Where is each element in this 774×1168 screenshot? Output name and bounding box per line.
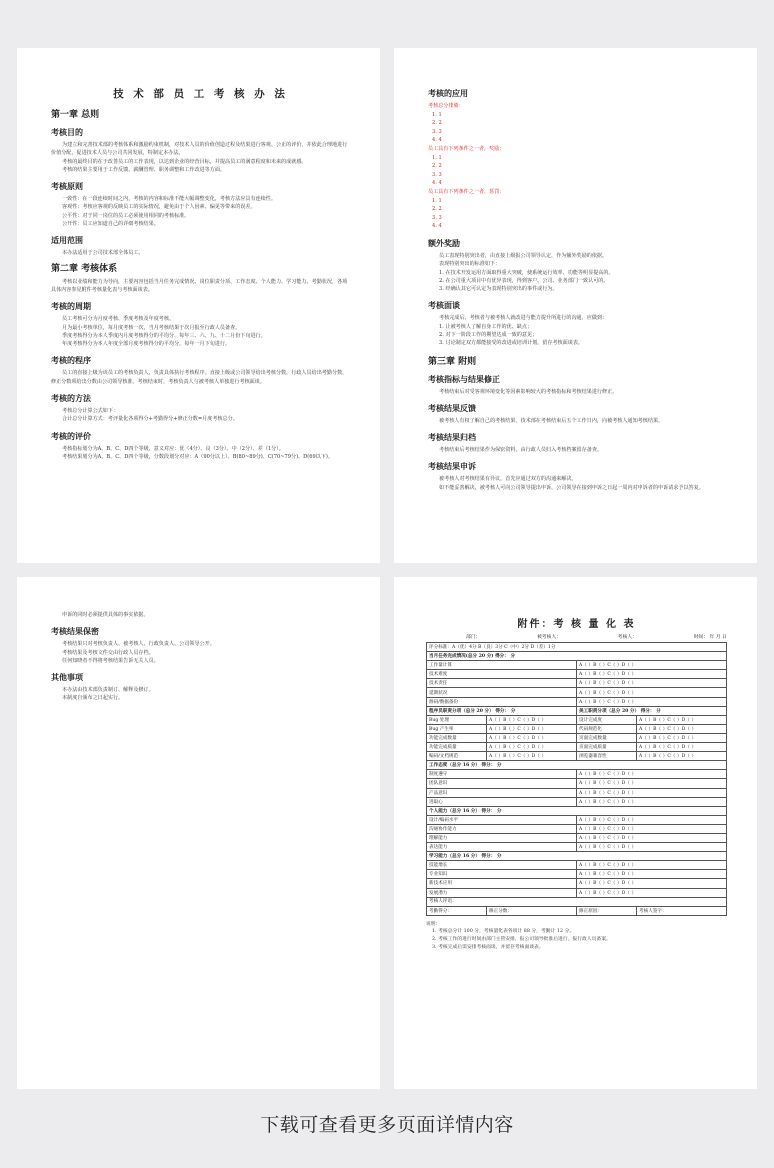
- table-row-label: 发展潜力: [427, 888, 577, 897]
- table-row-label: 新技术应用: [427, 879, 577, 888]
- paragraph: 年度考核得分为本人年度全部月度考核得分的平均分，每年一月下旬进行。: [62, 341, 231, 348]
- table-row-label: Bug 处理: [427, 715, 487, 724]
- table-row-label: 表达能力: [427, 843, 577, 852]
- table-row-label: 制度遵守: [427, 770, 577, 779]
- table-row-label: 浏览器兼容性: [577, 752, 637, 761]
- group-header-task: 当月任务完成情况(总分 20 分) 得分： 分: [427, 652, 727, 661]
- grade-options[interactable]: A（ ）B（ ）C（ ）D（ ）: [487, 733, 577, 742]
- grade-options[interactable]: A（ ）B（ ）C（ ）D（ ）: [577, 833, 727, 842]
- red-list-item: 2. 2: [432, 206, 442, 213]
- paragraph: 被考核人对考核结果有异议，首先应通过双方的沟通来解决。: [439, 476, 577, 483]
- grade-options[interactable]: A（ ）B（ ）C（ ）D（ ）: [637, 724, 727, 733]
- red-list-item: 2. 2: [432, 120, 442, 127]
- paragraph: 考核的结果主要用于工作反馈、薪酬管理、职务调整和工作改进等方面。: [62, 166, 226, 173]
- appendix-meta-row: [426, 633, 727, 640]
- signature-field[interactable]: 考核人签字：: [637, 906, 727, 915]
- table-row-label: 团队意识: [427, 779, 577, 788]
- table-row-label: 进取心: [427, 797, 577, 806]
- document-page-4: [394, 577, 757, 1089]
- list-item: 1. 在技术开发运用方面取得重大突破，使系统运行效率、功能等明显提高的。: [439, 269, 614, 276]
- table-row-label: 页面完成质量: [577, 743, 637, 752]
- grade-options[interactable]: A（ ）B（ ）C（ ）D（ ）: [637, 743, 727, 752]
- attendance-score-field[interactable]: 考勤得分：: [427, 906, 487, 915]
- grade-options[interactable]: A（ ）B（ ）C（ ）D（ ）: [577, 797, 727, 806]
- paragraph: 为建立和完善技术部的考核体系和激励约束机制，对技术人员的价值创造过程及结果进行客观、公正的评价，并依此合理地进行价值分配，促进技术人员与公司共同发展，特制定本办法。: [51, 142, 348, 157]
- document-page-3: [17, 577, 380, 1089]
- grade-options[interactable]: A（ ）B（ ）C（ ）D（ ）: [577, 770, 727, 779]
- group-header-ability: 个人能力（总分 16 分） 得分： 分: [427, 806, 727, 815]
- red-list-item: 3. 3: [432, 171, 442, 178]
- document-page-2: [394, 48, 757, 563]
- section-procedure-heading: 考核的程序: [51, 356, 91, 366]
- adjust-reason-field[interactable]: 修正原因：: [577, 906, 637, 915]
- section-purpose-heading: 考核目的: [51, 128, 83, 137]
- table-row-label: 代码规范化: [577, 724, 637, 733]
- paragraph: 考核以业绩和能力为导向，主要内容包括当月任务完成情况、岗位职责分项、工作态度、个人能力、学习能力、考勤状况，各项具体内容参见附件考核量化表与考核面谈表。: [51, 278, 348, 293]
- document-page-1: [17, 48, 380, 563]
- section-application-heading: 考核的应用: [428, 89, 468, 98]
- paragraph: 考核结果划分为A、B、C、D四个等级，分数段划分对应：A（90分以上）、B(80~89分)、C(70~79分)、D(69以下)。: [62, 453, 333, 460]
- grade-options[interactable]: A（ ）B（ ）C（ ）D（ ）: [577, 779, 727, 788]
- red-list-item: 1. 1: [432, 111, 442, 118]
- appendix-title: 附件：考 核 量 化 表: [517, 619, 636, 630]
- paragraph: 考核指标划分为A、B、C、D四个等级，意义对应：优（4分）、良（3分）、中（2分）、差（1分）。: [62, 445, 284, 452]
- table-row-label: 沟通协作能力: [427, 824, 577, 833]
- red-heading: 员工具有下列条件之一者，奖励：: [428, 145, 505, 152]
- paragraph: 被考核人有权了解自己的考核结果，技术部在考核结束后五个工作日内，向被考核人通知考核结果。: [439, 417, 664, 424]
- paragraph: 月为最小考核单位，每月度考核一次，当月考核结果于次月报至行政人员备查。: [62, 324, 241, 331]
- table-row-label: Bug 产生率: [427, 724, 487, 733]
- group-header-attitude: 工作态度（总分 16 分） 得分： 分: [427, 761, 727, 770]
- table-row-label: 延期状况: [427, 688, 577, 697]
- group-header-learning: 学习能力（总分 16 分） 得分： 分: [427, 852, 727, 861]
- grade-options[interactable]: A（ ）B（ ）C（ ）D（ ）: [487, 752, 577, 761]
- paragraph: 考核的最终目的在于改善员工的工作表现，以达到企业的经营目标，并提高员工的满意程度和未来的成就感。: [62, 158, 307, 165]
- scoring-standard-row: 评分标准：A（优）4分 B（良）3分 C（中）2分 D（差）1分: [427, 643, 727, 652]
- table-row-label: 专业知识: [427, 870, 577, 879]
- grade-options[interactable]: A（ ）B（ ）C（ ）D（ ）: [577, 861, 727, 870]
- paragraph: 任何知晓者不得将考核结果告诉无关人员。: [62, 657, 159, 664]
- section-confidential-heading: 考核结果保密: [51, 627, 99, 637]
- section-cycle-heading: 考核的周期: [51, 302, 91, 312]
- paragraph: 员工表现特别突出者，由直接上级报公司领导认定，作为额外奖励的依据。: [439, 252, 608, 259]
- red-heading: 员工具有下列条件之一者，惩罚：: [428, 188, 505, 195]
- chapter-3-heading: 第三章 附则: [428, 356, 477, 367]
- assessment-table: [426, 642, 727, 916]
- section-principle-heading: 考核原则: [51, 182, 83, 192]
- section-feedback-heading: 考核结果反馈: [428, 403, 476, 413]
- paragraph: 季度考核得分为本人季度内月度考核得分的平均分，每年三、六、九、十二月份下旬进行。: [62, 332, 266, 339]
- red-heading: 考核总分排骑：: [428, 103, 464, 109]
- paragraph: 本办法由技术部负责制订、解释及修订。: [62, 687, 154, 694]
- table-row-label: 产品意识: [427, 788, 577, 797]
- red-list-item: 2. 2: [432, 163, 442, 170]
- grade-options[interactable]: A（ ）B（ ）C（ ）D（ ）: [577, 870, 727, 879]
- grade-options[interactable]: A（ ）B（ ）C（ ）D（ ）: [577, 824, 727, 833]
- section-evaluation-heading: 考核的评价: [51, 431, 91, 441]
- document-title: 技 术 部 员 工 考 核 办 法: [113, 88, 288, 100]
- paragraph: 申诉的同时必须提供具体的事实依据。: [62, 612, 149, 618]
- paragraph: 一致性：在一段连续时间之内，考核的内容和标准不能大幅调整变化，考核方法应具有连续性。: [62, 196, 276, 203]
- section-bonus-heading: 额外奖励: [428, 238, 460, 248]
- paragraph: 如不能妥善解决，被考核人可向公司领导提出申诉，公司领导在接到申诉之日起一周内对申诉者的申诉请求予以答复。: [439, 484, 704, 491]
- red-list-item: 4. 4: [432, 137, 442, 144]
- paragraph: 本办法适用于公司技术部全体员工。: [62, 250, 144, 257]
- list-item: 3. 讨论制定双方都能接受的改进或培训计划，留存考核面谈表。: [439, 340, 584, 347]
- red-list-item: 1. 1: [432, 154, 442, 161]
- note-item: 1. 考核总分计 100 分，考核量化表各项计 88 分，考勤计 12 分。: [432, 929, 575, 935]
- grade-options[interactable]: A（ ）B（ ）C（ ）D（ ）: [637, 733, 727, 742]
- grade-options[interactable]: A（ ）B（ ）C（ ）D（ ）: [487, 724, 577, 733]
- table-row-label: 技术责任: [427, 679, 577, 688]
- notes-heading: 说明：: [426, 921, 441, 927]
- grade-options[interactable]: A（ ）B（ ）C（ ）D（ ）: [577, 679, 727, 688]
- grade-options[interactable]: A（ ）B（ ）C（ ）D（ ）: [577, 661, 727, 670]
- paragraph: 员工考核可分为月度考核、季度考核及年度考核。: [62, 316, 175, 323]
- grade-options[interactable]: A（ ）B（ ）C（ ）D（ ）: [577, 888, 727, 897]
- red-list-item: 3. 3: [432, 214, 442, 221]
- paragraph: 本制度自颁布之日起实行。: [62, 695, 124, 702]
- paragraph: 公开性：员工应知道自己的详细考核结果。: [62, 221, 159, 228]
- grade-options[interactable]: A（ ）B（ ）C（ ）D（ ）: [577, 697, 727, 706]
- list-item: 1. 让被考核人了解自身工作的优、缺点；: [439, 323, 533, 330]
- table-row-label: 技能增长: [427, 861, 577, 870]
- table-row-label: 理解能力: [427, 833, 577, 842]
- grade-options[interactable]: A（ ）B（ ）C（ ）D（ ）: [637, 752, 727, 761]
- paragraph: 考核结束后对受客观环境变化等因素影响较大的考核指标和考核结果进行修正。: [439, 388, 618, 395]
- paragraph: 员工的直接上级为该员工的考核负责人，负责具体执行考核程序。直接上级或公司领导给出考核分数，行政人员给出考勤分数，修正分数项给出分数由公司领导核准。考核结束时，考核负责人与被考核人单独进行考核面谈。: [51, 370, 348, 385]
- chapter-1-heading: 第一章 总则: [51, 110, 100, 120]
- section-interview-heading: 考核面谈: [428, 301, 460, 311]
- paragraph: 表现特别突出的标准如下：: [439, 261, 501, 268]
- assessor-label: 考核人：: [617, 635, 637, 640]
- paragraph: 合计总分计算方式：考评量化各项得分+考勤得分+修正分数=月度考核总分。: [62, 416, 238, 423]
- group-header-designer: 美工职责分项（总分 20 分） 得分： 分: [577, 706, 727, 715]
- paragraph: 考核结果及考核文件交由行政人员存档。: [62, 649, 154, 656]
- red-list-item: 1. 1: [432, 197, 442, 204]
- paragraph: 考核总分计算公式如下：: [62, 408, 119, 415]
- section-archive-heading: 考核结果归档: [428, 433, 476, 443]
- list-item: 2. 对下一阶段工作的期望达成一致的意见；: [439, 331, 538, 338]
- table-row-label: 源码/数据备份: [427, 697, 577, 706]
- paragraph: 客观性：考核应客观的反映员工的实际情况，避免由于个人因素、偏见等带来的误差。: [62, 204, 256, 211]
- paragraph: 考核结束后考核结果作为保密资料，由行政人员归入考核档案留存备查。: [439, 447, 603, 454]
- table-row-label: 设计完成度: [577, 715, 637, 724]
- section-adjust-heading: 考核指标与结果修正: [428, 374, 500, 384]
- red-list-item: 4. 4: [432, 223, 442, 230]
- adjust-score-field[interactable]: 修正分数：: [487, 906, 577, 915]
- list-item: 3. 经确认其它可认定为表现特别突出的事件或行为。: [439, 286, 558, 293]
- paragraph: 考核结果只对考核负责人、被考核人、行政负责人、公司领导公开。: [62, 641, 215, 648]
- notes-block: [426, 921, 727, 951]
- assessee-label: 被考核人：: [537, 635, 562, 640]
- grade-options[interactable]: A（ ）B（ ）C（ ）D（ ）: [577, 843, 727, 852]
- table-row-label: 页面完成数量: [577, 733, 637, 742]
- grade-options[interactable]: A（ ）B（ ）C（ ）D（ ）: [637, 715, 727, 724]
- table-row-label: 编码/文档规范: [427, 752, 487, 761]
- grade-options[interactable]: A（ ）B（ ）C（ ）D（ ）: [577, 670, 727, 679]
- grade-options[interactable]: A（ ）B（ ）C（ ）D（ ）: [577, 688, 727, 697]
- red-list-item: 3. 3: [432, 128, 442, 135]
- grade-options[interactable]: A（ ）B（ ）C（ ）D（ ）: [577, 788, 727, 797]
- chapter-2-heading: 第二章 考核体系: [51, 263, 118, 274]
- section-scope-heading: 适用范围: [51, 236, 83, 246]
- group-header-programmer: 程序员职责分项（总分 20 分） 得分： 分: [427, 706, 577, 715]
- date-label: 时间： 年 月 日: [693, 635, 727, 640]
- grade-options[interactable]: A（ ）B（ ）C（ ）D（ ）: [577, 879, 727, 888]
- section-other-heading: 其他事项: [51, 673, 83, 683]
- paragraph: 考核完成后，考核者与被考核人就改进与能力提升所进行的沟通，应做到：: [439, 315, 608, 322]
- note-item: 2. 考核工作的进行时间由部门主管安排，报公司领导批准后进行，报行政人员备案。: [432, 937, 611, 942]
- table-row-label: 功能完成数量: [427, 733, 487, 742]
- section-appeal-heading: 考核结果申诉: [428, 462, 476, 472]
- grade-options[interactable]: A（ ）B（ ）C（ ）D（ ）: [577, 815, 727, 824]
- assessor-comment-field[interactable]: 考核人评语：: [427, 897, 727, 906]
- table-row-label: 技术难度: [427, 670, 577, 679]
- grade-options[interactable]: A（ ）B（ ）C（ ）D（ ）: [487, 715, 577, 724]
- red-list-item: 4. 4: [432, 180, 442, 187]
- table-row-label: 设计/编码水平: [427, 815, 577, 824]
- download-more-caption[interactable]: 下载可查看更多页面详情内容: [260, 1114, 514, 1136]
- department-label: 部门：: [466, 635, 481, 640]
- grade-options[interactable]: A（ ）B（ ）C（ ）D（ ）: [487, 743, 577, 752]
- table-row-label: 工作量计算: [427, 661, 577, 670]
- table-row-label: 功能完成质量: [427, 743, 487, 752]
- list-item: 2. 在公司重大项目中有优异表现，得到客户、公司、业务部门一致认可的。: [439, 277, 609, 284]
- paragraph: 公平性：对于同一岗位的员工必须使用相同的考核标准。: [62, 212, 190, 219]
- section-method-heading: 考核的方法: [51, 394, 91, 404]
- note-item: 3. 考核完成后需安排考核面谈，并留存考核面谈表。: [432, 944, 544, 950]
